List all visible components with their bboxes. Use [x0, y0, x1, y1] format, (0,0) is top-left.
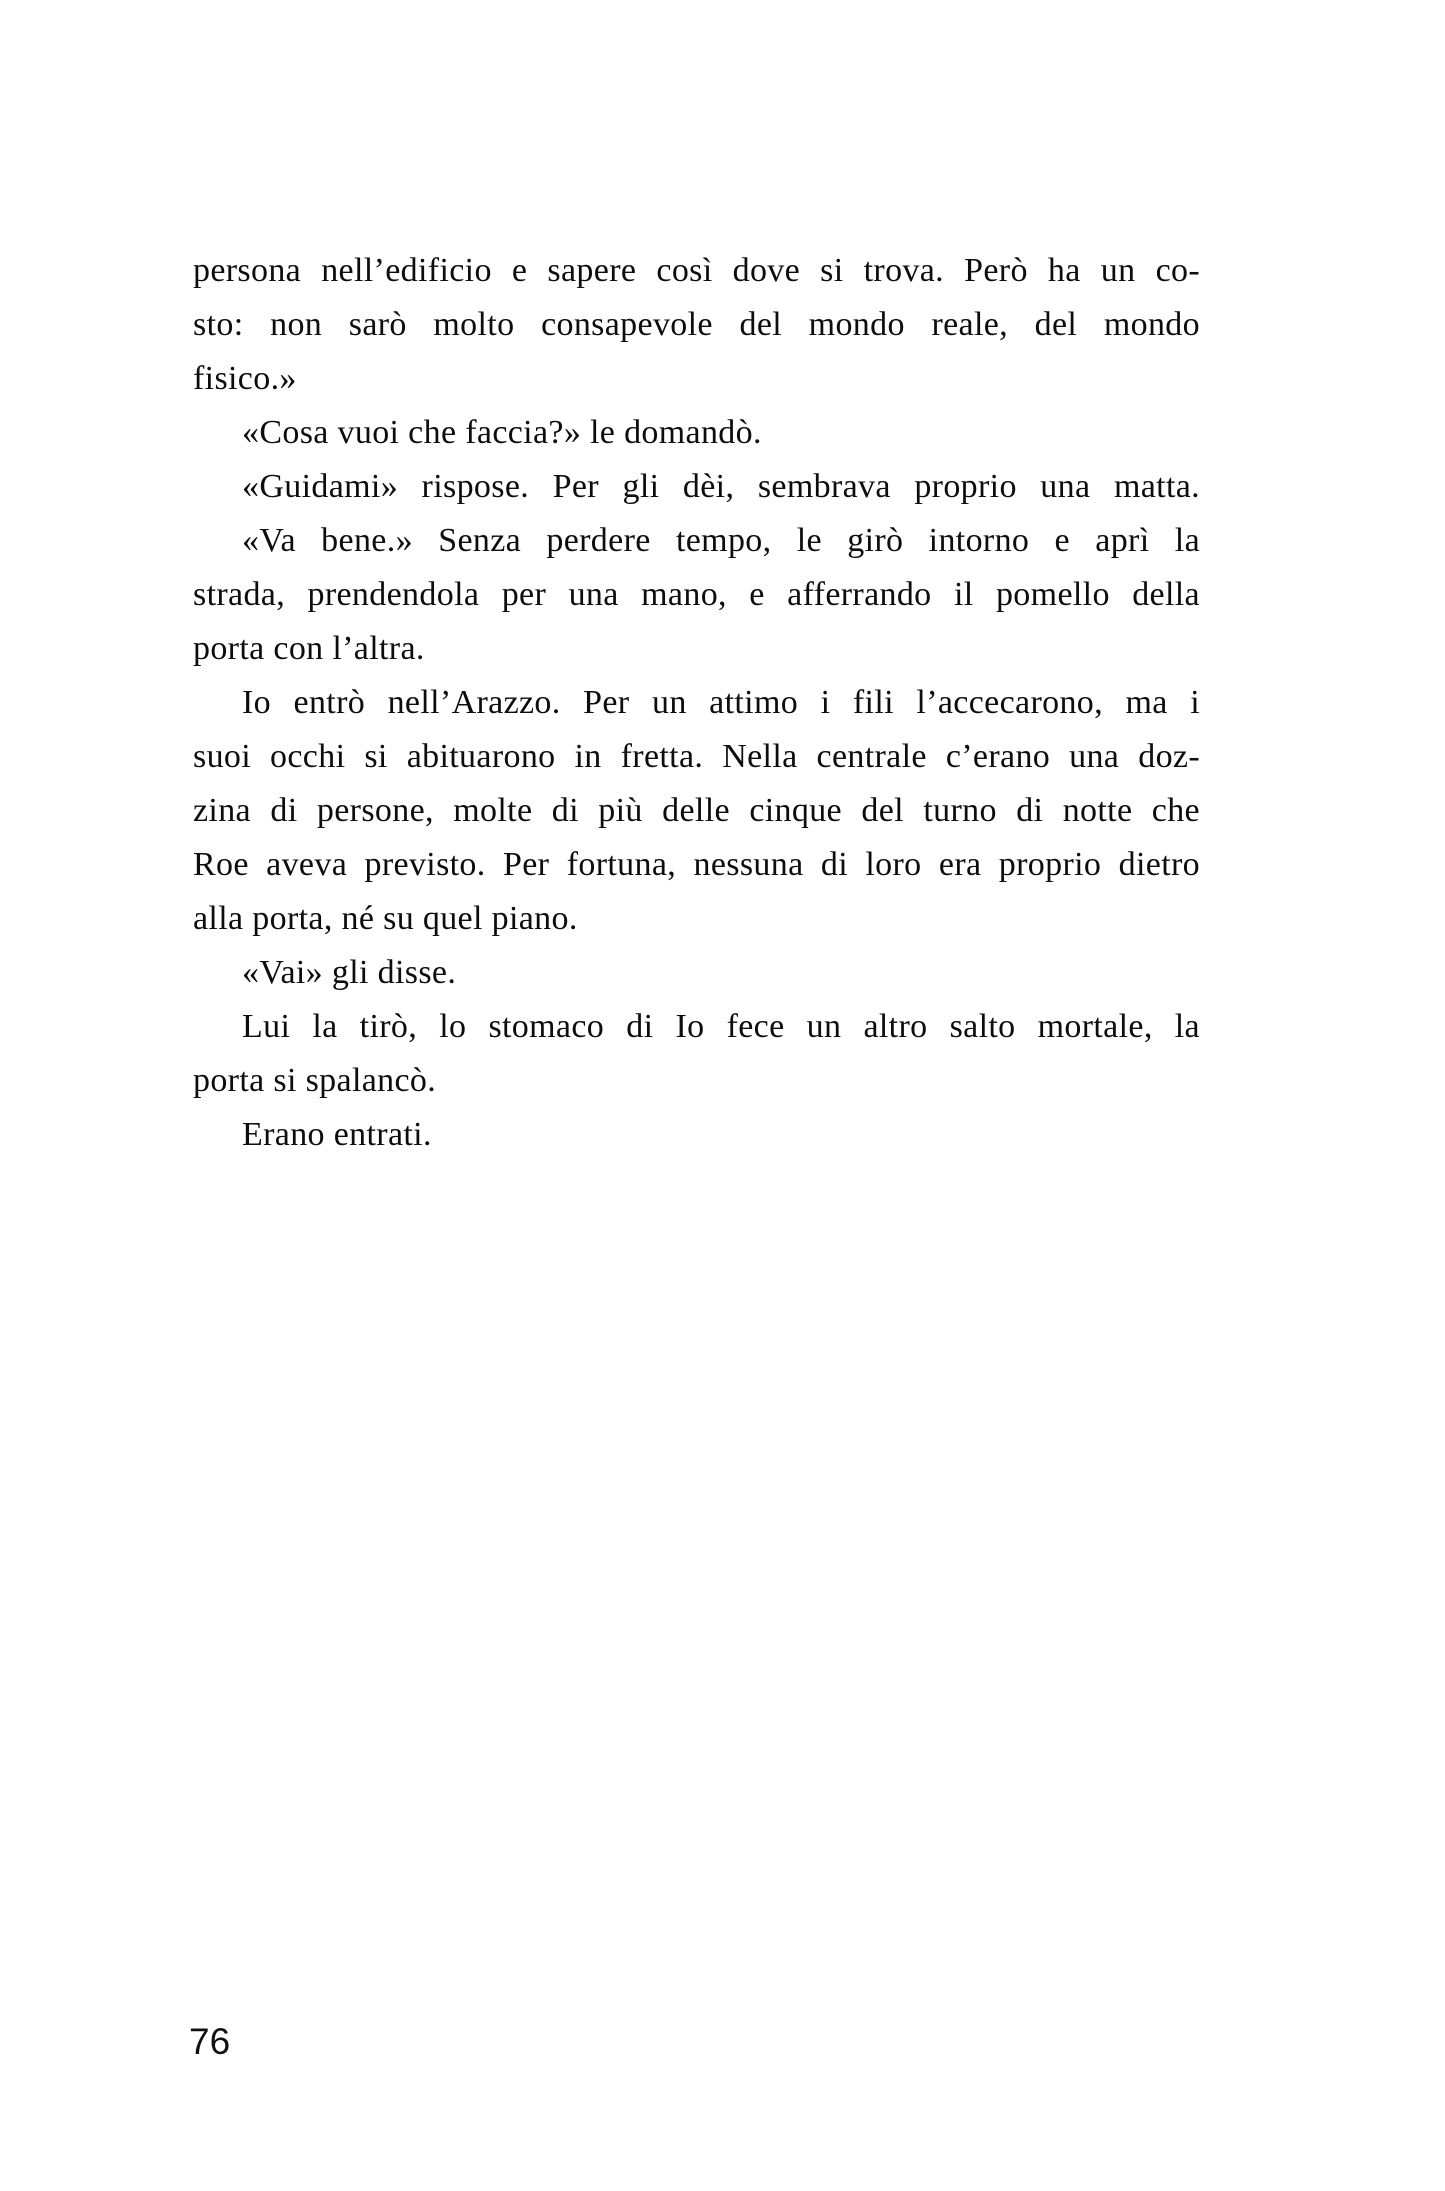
text-line-p5-l2: suoi occhi si abituarono in fretta. Nella centrale c’erano una doz-	[193, 738, 1200, 775]
text-line-p6-l1: «Vai» gli disse.	[242, 954, 457, 991]
text-line-p5-l1: Io entrò nell’Arazzo. Per un attimo i fili l’accecarono, ma i	[242, 684, 1200, 721]
text-line-p5-l3: zina di persone, molte di più delle cinque del turno di notte che	[193, 792, 1200, 829]
text-line-p1-l1: persona nell’edificio e sapere così dove si trova. Però ha un co-	[193, 252, 1200, 289]
text-line-p4-l2: strada, prendendola per una mano, e afferrando il pomello della	[193, 576, 1200, 613]
page-number: 76	[189, 2021, 231, 2062]
text-line-p1-l2: sto: non sarò molto consapevole del mondo reale, del mondo	[193, 306, 1200, 343]
text-line-p4-l1: «Va bene.» Senza perdere tempo, le girò intorno e aprì la	[242, 522, 1200, 559]
text-line-p7-l1: Lui la tirò, lo stomaco di Io fece un altro salto mortale, la	[242, 1008, 1200, 1045]
text-line-p2-l1: «Cosa vuoi che faccia?» le domandò.	[242, 414, 762, 451]
text-line-p5-l4: Roe aveva previsto. Per fortuna, nessuna di loro era proprio dietro	[193, 846, 1200, 883]
text-line-p8-l1: Erano entrati.	[242, 1116, 432, 1153]
text-line-p3-l1: «Guidami» rispose. Per gli dèi, sembrava proprio una matta.	[242, 468, 1200, 505]
text-line-p1-l3: fisico.»	[193, 360, 297, 397]
page-text-block	[193, 244, 1200, 1162]
text-line-p5-l5: alla porta, né su quel piano.	[193, 900, 578, 937]
text-line-p7-l2: porta si spalancò.	[193, 1062, 437, 1099]
text-line-p4-l3: porta con l’altra.	[193, 630, 425, 667]
